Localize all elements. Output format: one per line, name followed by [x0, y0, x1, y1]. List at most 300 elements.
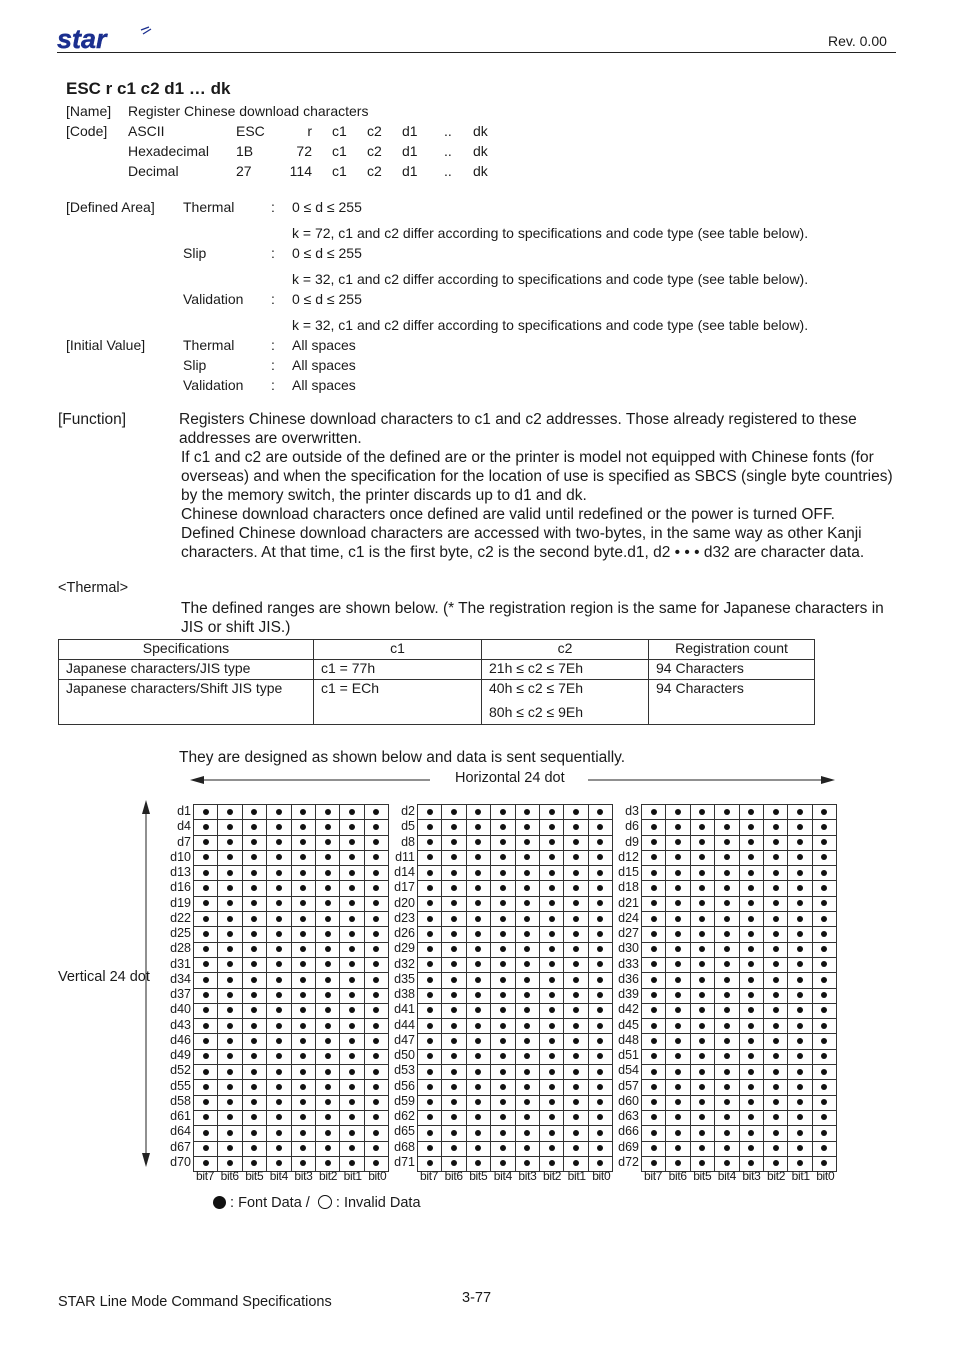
dot-cell	[315, 1080, 339, 1095]
code-value: c2	[367, 163, 382, 179]
dot-cell	[267, 881, 291, 896]
font-data-dot-icon	[773, 1069, 779, 1075]
font-data-dot-icon	[699, 1038, 705, 1044]
dot-cell	[194, 1080, 218, 1095]
dot-cell	[242, 1126, 266, 1141]
data-byte-label: d49	[170, 1048, 191, 1062]
dot-cell	[690, 912, 714, 927]
dot-row	[194, 942, 389, 957]
font-data-dot-icon	[276, 809, 282, 815]
font-data-dot-icon	[524, 885, 530, 891]
dot-cell	[763, 1095, 787, 1110]
dot-cell	[642, 820, 666, 835]
font-data-dot-icon	[651, 1114, 657, 1120]
font-data-dot-icon	[203, 1007, 209, 1013]
dot-cell	[418, 1110, 442, 1125]
dot-row	[418, 896, 613, 911]
dot-cell	[588, 805, 612, 820]
font-data-dot-icon	[821, 1053, 827, 1059]
dot-row	[642, 1141, 837, 1156]
font-data-dot-icon	[475, 1114, 481, 1120]
font-data-dot-icon	[724, 992, 730, 998]
dot-cell	[763, 820, 787, 835]
code-value: c1	[332, 143, 347, 159]
font-data-dot-icon	[373, 977, 379, 983]
font-data-dot-icon	[203, 1130, 209, 1136]
dot-row	[194, 988, 389, 1003]
dot-row	[194, 820, 389, 835]
dot-cell	[666, 835, 690, 850]
dot-cell	[315, 957, 339, 972]
bit-label: bit1	[567, 1169, 586, 1183]
font-data-dot-icon	[427, 824, 433, 830]
font-data-dot-icon	[427, 1160, 433, 1166]
font-data-dot-icon	[797, 824, 803, 830]
dot-cell	[267, 835, 291, 850]
dot-cell	[340, 881, 364, 896]
dot-cell	[690, 1003, 714, 1018]
data-byte-label: d55	[170, 1078, 191, 1093]
dot-cell	[564, 835, 588, 850]
data-byte-label: d8	[401, 834, 415, 849]
font-data-dot-icon	[651, 931, 657, 937]
data-byte-label: d52	[170, 1063, 191, 1078]
font-data-dot-icon	[524, 824, 530, 830]
font-data-dot-icon	[748, 1114, 754, 1120]
dot-cell	[763, 1003, 787, 1018]
bit-label: bit6	[444, 1169, 463, 1183]
dot-cell	[666, 850, 690, 865]
dot-cell	[739, 942, 763, 957]
dot-cell	[418, 835, 442, 850]
dot-cell	[291, 1019, 315, 1034]
data-byte-label: d4	[177, 819, 191, 834]
dot-cell	[442, 1110, 466, 1125]
font-data-dot-icon	[675, 916, 681, 922]
dot-cell	[315, 835, 339, 850]
font-data-dot-icon	[724, 854, 730, 860]
font-data-dot-icon	[773, 961, 779, 967]
code-format-label: Decimal	[128, 163, 179, 179]
font-data-dot-icon	[500, 1053, 506, 1059]
dot-cell	[812, 1049, 836, 1064]
font-data-dot-icon	[300, 1038, 306, 1044]
dot-cell	[588, 1080, 612, 1095]
font-data-dot-icon	[451, 1160, 457, 1166]
dot-cell	[539, 1065, 563, 1080]
font-data-dot-icon	[300, 1114, 306, 1120]
font-data-dot-icon	[427, 946, 433, 952]
dot-cell	[763, 896, 787, 911]
dot-cell	[242, 957, 266, 972]
dot-cell	[515, 1141, 539, 1156]
dot-cell	[242, 1065, 266, 1080]
dot-cell	[194, 988, 218, 1003]
dot-cell	[466, 1049, 490, 1064]
dot-cell	[642, 927, 666, 942]
dot-cell	[194, 820, 218, 835]
dot-cell	[418, 1141, 442, 1156]
font-data-dot-icon	[427, 885, 433, 891]
font-data-dot-icon	[651, 992, 657, 998]
table-header: c1	[314, 640, 482, 660]
dot-cell	[539, 1095, 563, 1110]
data-byte-label: d6	[625, 819, 639, 834]
dot-cell	[194, 957, 218, 972]
font-data-dot-icon	[797, 1145, 803, 1151]
dot-cell	[194, 896, 218, 911]
font-data-dot-icon	[276, 824, 282, 830]
dot-cell	[418, 957, 442, 972]
font-data-dot-icon	[699, 1053, 705, 1059]
dot-cell	[491, 896, 515, 911]
dot-cell	[539, 1080, 563, 1095]
dot-cell	[715, 1049, 739, 1064]
data-byte-label: d56	[394, 1078, 415, 1093]
dot-grid-block	[193, 804, 389, 1172]
dot-cell	[491, 912, 515, 927]
dot-cell	[588, 927, 612, 942]
dot-row	[642, 1003, 837, 1018]
dot-cell	[442, 1034, 466, 1049]
font-data-dot-icon	[251, 916, 257, 922]
font-data-dot-icon	[821, 1099, 827, 1105]
dot-cell	[218, 1141, 242, 1156]
font-data-dot-icon	[651, 870, 657, 876]
font-data-dot-icon	[427, 992, 433, 998]
font-data-dot-icon	[773, 1114, 779, 1120]
dot-cell	[642, 1080, 666, 1095]
dot-cell	[666, 942, 690, 957]
dot-cell	[763, 835, 787, 850]
dot-cell	[539, 1034, 563, 1049]
separator: :	[271, 245, 275, 261]
dot-cell	[340, 805, 364, 820]
dot-cell	[515, 1080, 539, 1095]
dot-cell	[739, 957, 763, 972]
dot-cell	[364, 1095, 388, 1110]
dot-row	[642, 1126, 837, 1141]
dot-cell	[588, 896, 612, 911]
font-data-dot-icon	[251, 1084, 257, 1090]
dot-cell	[418, 1095, 442, 1110]
dot-cell	[442, 1003, 466, 1018]
font-data-dot-icon	[724, 900, 730, 906]
dot-row	[194, 805, 389, 820]
dot-cell	[539, 973, 563, 988]
dot-cell	[515, 850, 539, 865]
font-data-dot-icon	[427, 1145, 433, 1151]
bit-label: bit2	[767, 1169, 786, 1183]
dot-cell	[539, 881, 563, 896]
dot-cell	[194, 973, 218, 988]
dot-cell	[739, 1080, 763, 1095]
separator: :	[271, 377, 275, 393]
font-data-dot-icon	[373, 885, 379, 891]
dot-cell	[340, 942, 364, 957]
dot-cell	[418, 973, 442, 988]
dot-cell	[466, 1065, 490, 1080]
dot-cell	[340, 820, 364, 835]
dot-cell	[812, 1019, 836, 1034]
dot-cell	[340, 1141, 364, 1156]
initial-value: All spaces	[292, 337, 356, 353]
defined-area-note: k = 72, c1 and c2 differ according to specifications and code type (see table below).	[292, 225, 809, 241]
dot-cell	[418, 896, 442, 911]
font-data-dot-icon	[524, 1007, 530, 1013]
dot-cell	[340, 1126, 364, 1141]
font-data-dot-icon	[597, 1069, 603, 1075]
font-data-dot-icon	[373, 1160, 379, 1166]
font-data-dot-icon	[797, 961, 803, 967]
dot-cell	[218, 896, 242, 911]
font-data-dot-icon	[675, 809, 681, 815]
font-data-dot-icon	[675, 1160, 681, 1166]
dot-cell	[218, 1110, 242, 1125]
dot-cell	[515, 1003, 539, 1018]
font-data-dot-icon	[573, 824, 579, 830]
font-data-dot-icon	[573, 931, 579, 937]
dot-row	[642, 805, 837, 820]
font-data-dot-icon	[524, 1069, 530, 1075]
font-data-dot-icon	[227, 809, 233, 815]
dot-row	[642, 1110, 837, 1125]
font-data-dot-icon	[773, 1130, 779, 1136]
font-data-dot-icon	[227, 1099, 233, 1105]
dot-cell	[564, 1019, 588, 1034]
dot-row	[642, 1080, 837, 1095]
font-data-dot-icon	[427, 977, 433, 983]
dot-cell	[588, 988, 612, 1003]
data-byte-label: d2	[401, 804, 415, 818]
font-data-dot-icon	[276, 946, 282, 952]
dot-cell	[539, 1019, 563, 1034]
dot-cell	[267, 1049, 291, 1064]
dot-row	[642, 912, 837, 927]
dot-cell	[564, 820, 588, 835]
font-data-dot-icon	[675, 1069, 681, 1075]
dot-cell	[242, 1034, 266, 1049]
font-data-dot-icon	[675, 992, 681, 998]
dot-row	[642, 988, 837, 1003]
font-data-dot-icon	[475, 900, 481, 906]
dot-cell	[515, 957, 539, 972]
font-data-dot-icon	[475, 839, 481, 845]
dot-row	[418, 1110, 613, 1125]
dot-cell	[194, 912, 218, 927]
font-data-dot-icon	[349, 1053, 355, 1059]
dot-cell	[466, 973, 490, 988]
code-value: ..	[444, 143, 452, 159]
dot-cell	[812, 881, 836, 896]
dot-cell	[418, 1126, 442, 1141]
font-data-dot-icon	[451, 1084, 457, 1090]
dot-cell	[315, 927, 339, 942]
font-data-dot-icon	[524, 900, 530, 906]
font-data-dot-icon	[724, 1160, 730, 1166]
font-data-dot-icon	[748, 854, 754, 860]
dot-grid-block	[417, 804, 613, 1172]
data-byte-label: d54	[618, 1063, 639, 1078]
font-data-dot-icon	[573, 916, 579, 922]
font-data-dot-icon	[699, 900, 705, 906]
table-row	[59, 660, 815, 680]
font-data-dot-icon	[573, 1053, 579, 1059]
dot-cell	[539, 896, 563, 911]
dot-cell	[812, 1141, 836, 1156]
font-data-dot-icon	[451, 961, 457, 967]
data-byte-label: d61	[170, 1109, 191, 1123]
data-byte-label: d37	[170, 987, 191, 1001]
table-cell-line: 40h ≤ c2 ≤ 7Eh	[489, 680, 583, 696]
legend	[213, 1195, 421, 1211]
data-byte-label: d67	[170, 1139, 191, 1154]
dot-cell	[564, 988, 588, 1003]
font-data-dot-icon	[203, 1053, 209, 1059]
dot-cell	[812, 835, 836, 850]
dot-cell	[315, 1126, 339, 1141]
dot-row	[194, 1003, 389, 1018]
font-data-dot-icon	[300, 839, 306, 845]
dot-cell	[194, 835, 218, 850]
font-data-dot-icon	[500, 900, 506, 906]
dot-row	[418, 1003, 613, 1018]
font-data-dot-icon	[573, 977, 579, 983]
font-data-dot-icon	[675, 1053, 681, 1059]
dot-cell	[690, 1049, 714, 1064]
dot-cell	[666, 1065, 690, 1080]
font-data-dot-icon	[325, 1007, 331, 1013]
dot-cell	[588, 881, 612, 896]
dot-cell	[564, 896, 588, 911]
code-value: 72	[296, 143, 312, 159]
font-data-dot-icon	[227, 1069, 233, 1075]
font-data-dot-icon	[251, 1023, 257, 1029]
font-data-dot-icon	[349, 885, 355, 891]
dot-cell	[739, 835, 763, 850]
font-data-dot-icon	[475, 961, 481, 967]
font-data-dot-icon	[475, 885, 481, 891]
dot-cell	[739, 1065, 763, 1080]
dot-cell	[466, 912, 490, 927]
svg-text:star: star	[57, 26, 107, 52]
dot-cell	[539, 912, 563, 927]
dot-row	[194, 850, 389, 865]
font-data-dot-icon	[349, 1023, 355, 1029]
font-data-dot-icon	[549, 1038, 555, 1044]
font-data-dot-icon	[325, 839, 331, 845]
dot-cell	[418, 1080, 442, 1095]
dot-cell	[340, 1019, 364, 1034]
dot-cell	[218, 973, 242, 988]
font-data-dot-icon	[675, 900, 681, 906]
font-data-dot-icon	[203, 1099, 209, 1105]
dot-cell	[418, 805, 442, 820]
font-data-dot-icon	[325, 885, 331, 891]
font-data-dot-icon	[724, 1130, 730, 1136]
dot-cell	[218, 1049, 242, 1064]
dot-cell	[690, 1080, 714, 1095]
font-data-dot-icon	[675, 1114, 681, 1120]
font-data-dot-icon	[227, 992, 233, 998]
dot-cell	[812, 942, 836, 957]
font-data-dot-icon	[651, 1130, 657, 1136]
table-cell: Japanese characters/JIS type	[59, 660, 314, 680]
data-byte-label: d44	[394, 1017, 415, 1032]
dot-cell	[690, 850, 714, 865]
dot-cell	[291, 805, 315, 820]
font-data-dot-icon	[573, 870, 579, 876]
font-data-dot-icon	[651, 1160, 657, 1166]
dot-cell	[539, 1049, 563, 1064]
dot-cell	[564, 1065, 588, 1080]
bit-label: bit1	[791, 1169, 810, 1183]
font-data-dot-icon	[675, 1099, 681, 1105]
data-byte-label: d32	[394, 956, 415, 971]
dot-cell	[564, 805, 588, 820]
defined-area-label: [Defined Area]	[66, 199, 155, 215]
dot-cell	[715, 1126, 739, 1141]
dot-cell	[564, 1034, 588, 1049]
font-data-dot-icon	[524, 931, 530, 937]
dot-cell	[739, 1003, 763, 1018]
font-data-dot-icon	[203, 1084, 209, 1090]
dot-cell	[418, 1003, 442, 1018]
dot-cell	[564, 1110, 588, 1125]
code-value: c1	[332, 123, 347, 139]
dot-row	[194, 957, 389, 972]
dot-row	[642, 850, 837, 865]
font-data-dot-icon	[227, 824, 233, 830]
font-data-dot-icon	[573, 1099, 579, 1105]
font-data-dot-icon	[203, 854, 209, 860]
dot-cell	[315, 973, 339, 988]
font-data-dot-icon	[651, 977, 657, 983]
bit-label: bit4	[493, 1169, 512, 1183]
dot-cell	[690, 957, 714, 972]
font-data-dot-icon	[373, 1023, 379, 1029]
dot-cell	[515, 1126, 539, 1141]
font-data-dot-icon	[451, 1038, 457, 1044]
data-byte-label: d68	[394, 1139, 415, 1154]
dot-cell	[642, 1110, 666, 1125]
dot-cell	[315, 866, 339, 881]
dot-cell	[267, 1080, 291, 1095]
font-data-dot-icon	[597, 977, 603, 983]
dot-cell	[564, 850, 588, 865]
font-data-dot-icon	[675, 1038, 681, 1044]
font-data-dot-icon	[276, 1114, 282, 1120]
dot-cell	[418, 988, 442, 1003]
font-data-dot-icon	[597, 870, 603, 876]
dot-cell	[291, 896, 315, 911]
font-data-dot-icon	[724, 916, 730, 922]
font-data-dot-icon	[475, 946, 481, 952]
font-data-dot-icon	[475, 854, 481, 860]
font-data-dot-icon	[325, 1023, 331, 1029]
dot-cell	[666, 805, 690, 820]
font-data-dot-icon	[475, 977, 481, 983]
dot-row	[418, 988, 613, 1003]
dot-cell	[491, 957, 515, 972]
font-data-dot-icon	[524, 916, 530, 922]
font-data-dot-icon	[349, 839, 355, 845]
dot-row	[194, 835, 389, 850]
font-data-dot-icon	[325, 1160, 331, 1166]
dot-row	[194, 1095, 389, 1110]
code-value: dk	[473, 143, 488, 159]
dot-cell	[715, 912, 739, 927]
